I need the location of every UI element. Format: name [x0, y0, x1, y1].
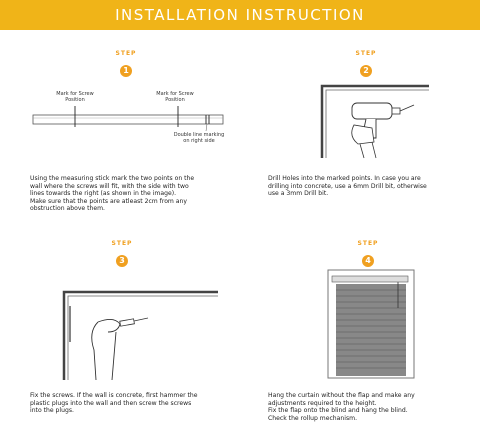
step-2-badge [336, 50, 396, 77]
step-3-number: 3 [116, 255, 128, 267]
step-4-description: Hang the curtain without the flap and make any adjustments required to the height. Fix the flap onto the blind and hang the blind. Check the rollup mechanism. [268, 392, 415, 422]
title-banner [0, 0, 480, 30]
step-2-drill-illustration [314, 78, 434, 163]
step-2-label: STEP [355, 50, 377, 57]
step-4-badge [338, 240, 398, 267]
step-1-mark-label-left: Mark for Screw Position [56, 91, 94, 103]
step-1-label: STEP [115, 50, 137, 57]
step-2-description: Drill Holes into the marked points. In case you are drilling into concrete, use a 6mm Drill bit, otherwise use a 3mm Drill bit. [268, 175, 427, 198]
page-title: INSTALLATION INSTRUCTION [115, 6, 365, 24]
step-1-description: Using the measuring stick mark the two points on the wall where the screws will fit, with the side with two lines towards the right (as shown in the image). Make sure that the points are atleast 2cm from any obstruction above them. [30, 175, 195, 213]
step-1-mark-label-right: Mark for Screw Position [156, 91, 194, 103]
step-4-number: 4 [362, 255, 374, 267]
step-4-blind-illustration [326, 268, 416, 380]
step-3-description: Fix the screws. If the wall is concrete, first hammer the plastic plugs into the wall and then screw the screws into the plugs. [30, 392, 198, 415]
step-3-badge [92, 240, 152, 267]
step-4-label: STEP [357, 240, 379, 247]
step-1-double-line-label: Double line marking on right side [173, 132, 225, 144]
step-1-measuring-stick-illustration [28, 100, 228, 134]
step-1-number: 1 [120, 65, 132, 77]
step-3-screw-illustration [58, 272, 228, 382]
step-3-label: STEP [111, 240, 133, 247]
step-1-badge [96, 50, 156, 77]
step-2-number: 2 [360, 65, 372, 77]
